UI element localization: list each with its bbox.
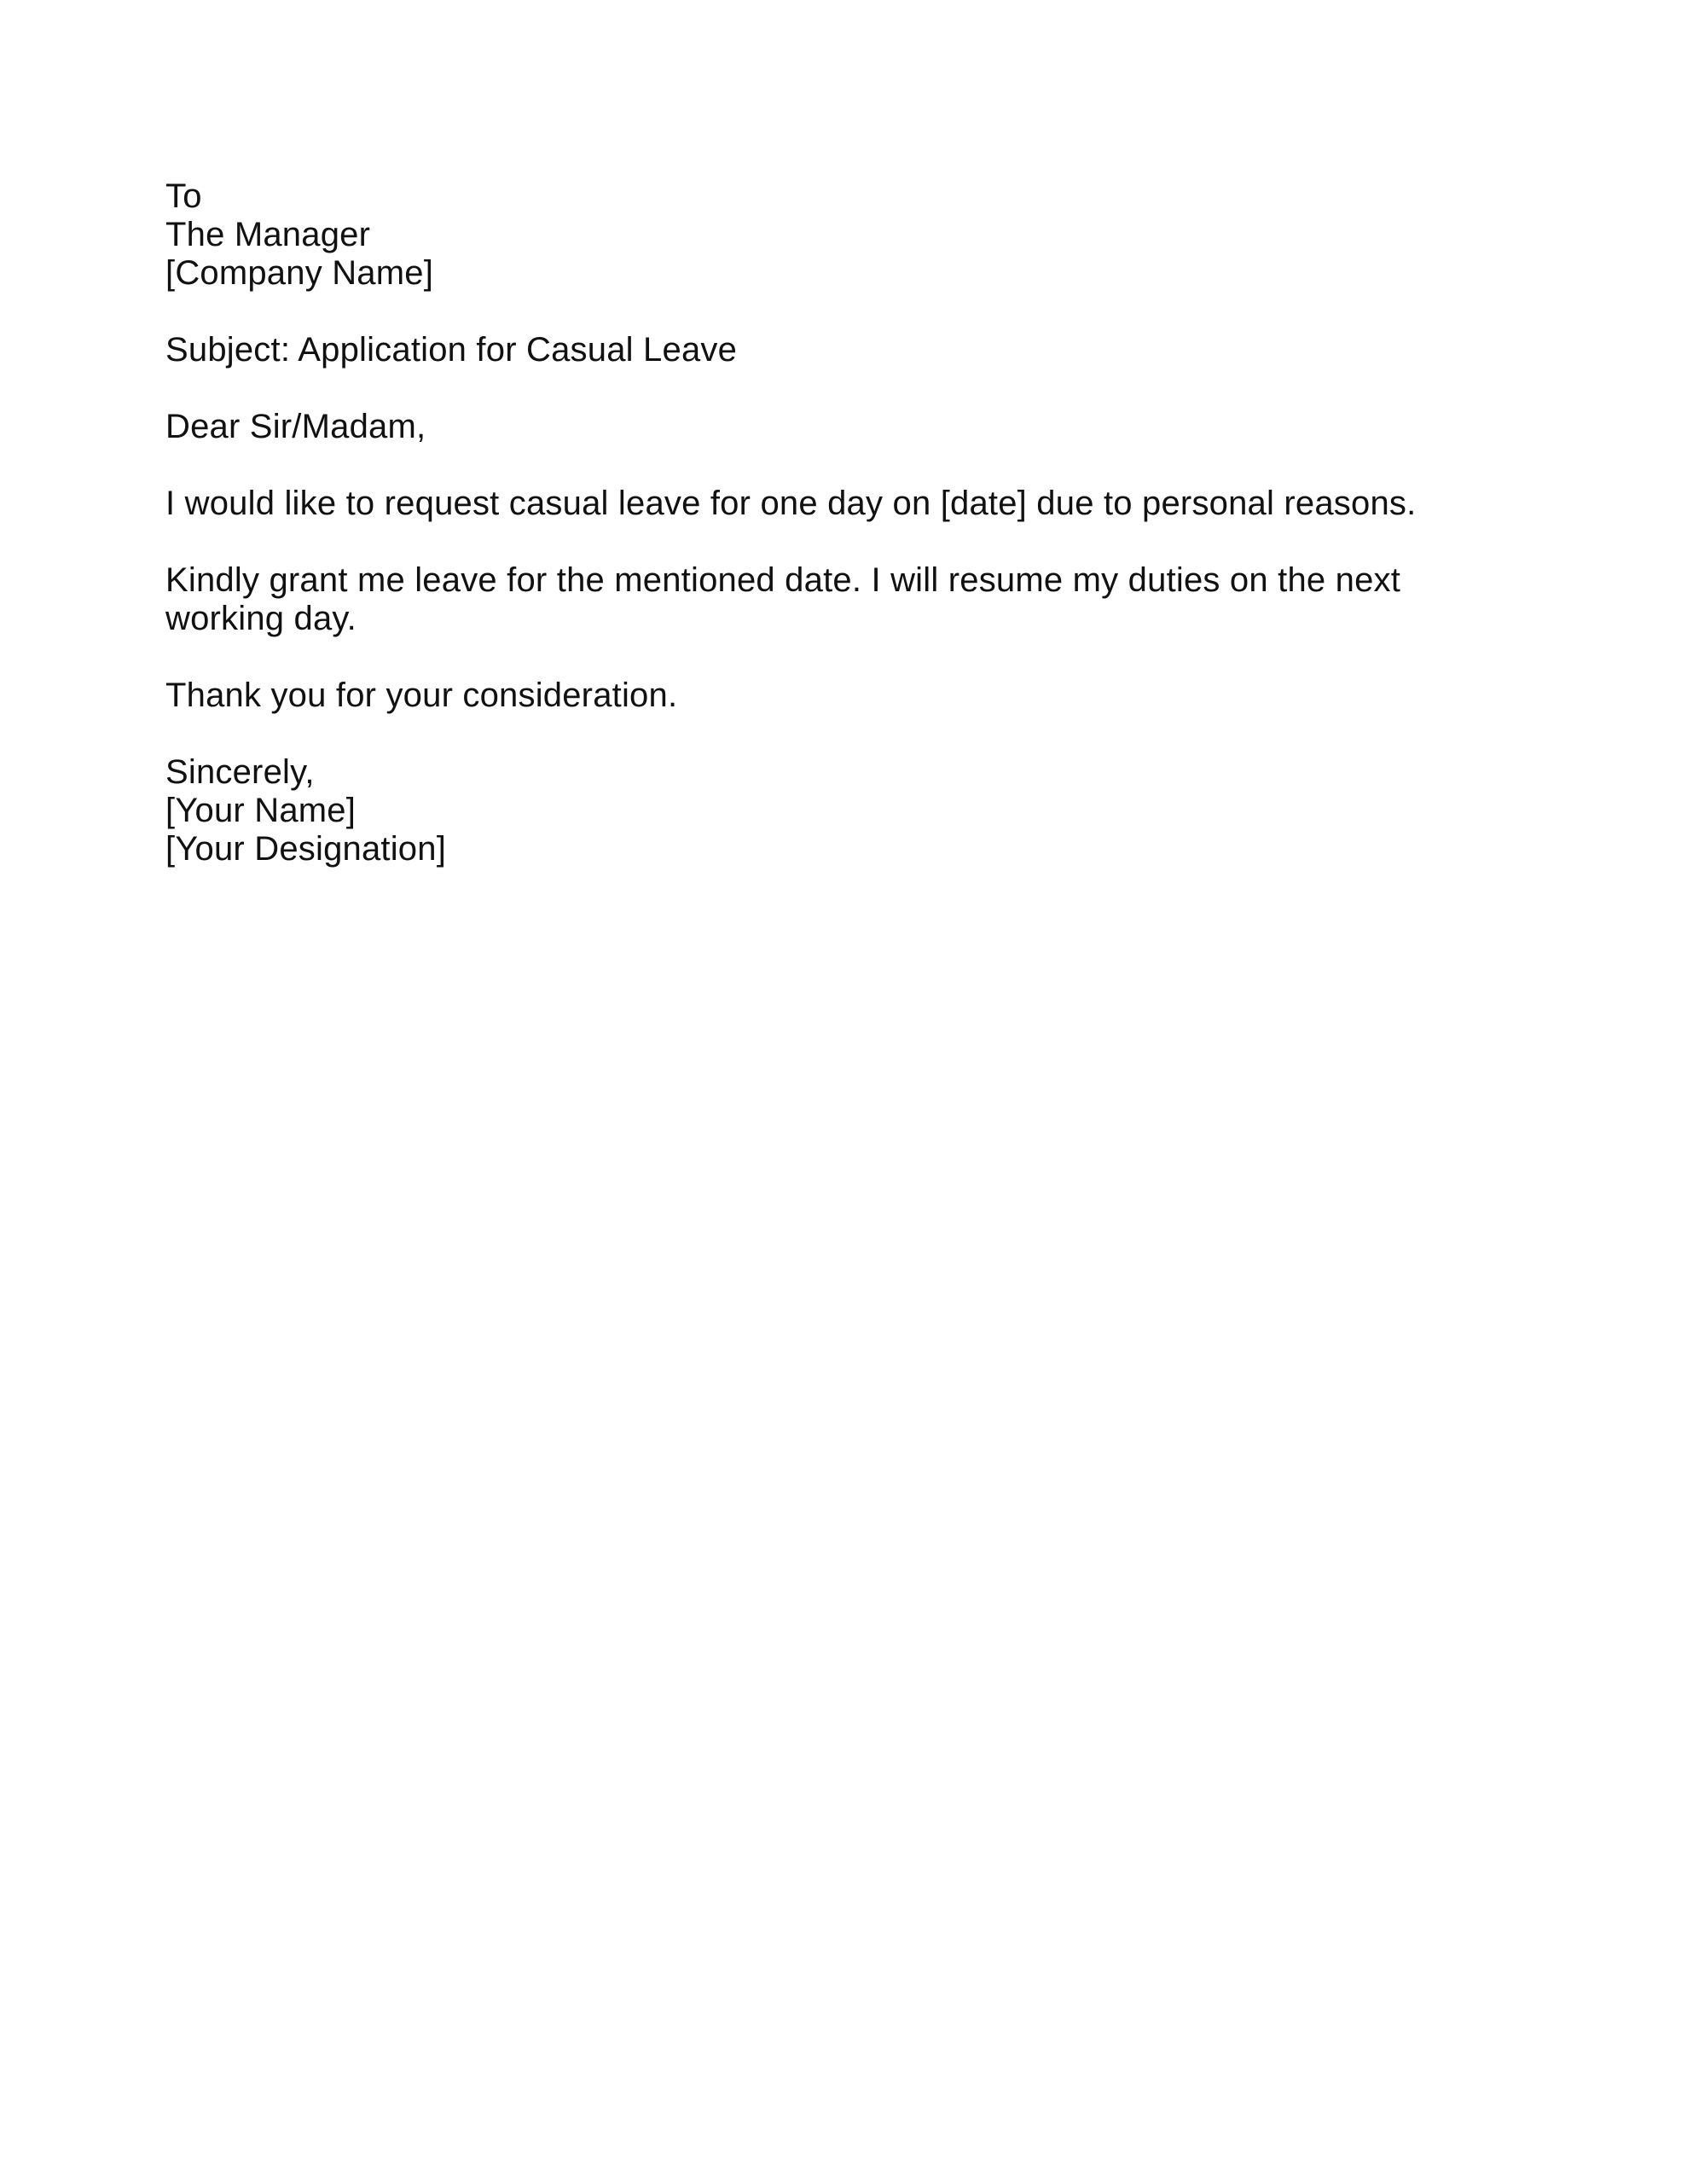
spacer bbox=[165, 523, 1530, 561]
paragraph-text: Thank you for your consideration. bbox=[165, 677, 678, 714]
signature-block bbox=[165, 753, 1530, 868]
recipient-address bbox=[165, 177, 1530, 293]
valediction: Sincerely, bbox=[165, 753, 315, 791]
sender-designation: [Your Designation] bbox=[165, 830, 447, 868]
body-paragraph-3 bbox=[165, 677, 1530, 715]
spacer bbox=[165, 638, 1530, 677]
paragraph-text: I would like to request casual leave for one day on [date] due to personal reasons. bbox=[165, 485, 1417, 522]
spacer bbox=[165, 715, 1530, 753]
subject-text: Subject: Application for Casual Leave bbox=[165, 331, 738, 369]
spacer bbox=[165, 293, 1530, 331]
spacer bbox=[165, 446, 1530, 485]
recipient-title: The Manager bbox=[165, 216, 371, 253]
paragraph-text: Kindly grant me leave for the mentioned date. I will resume my duties on the next working day. bbox=[165, 561, 1401, 637]
recipient-company: [Company Name] bbox=[165, 254, 434, 292]
body-paragraph-2 bbox=[165, 561, 1530, 638]
leave-letter bbox=[165, 177, 1530, 868]
body-paragraph-1 bbox=[165, 485, 1530, 523]
recipient-to: To bbox=[165, 177, 202, 215]
subject-line bbox=[165, 331, 1530, 369]
sender-name: [Your Name] bbox=[165, 792, 357, 829]
spacer bbox=[165, 369, 1530, 408]
salutation bbox=[165, 408, 1530, 446]
salutation-text: Dear Sir/Madam, bbox=[165, 408, 426, 445]
